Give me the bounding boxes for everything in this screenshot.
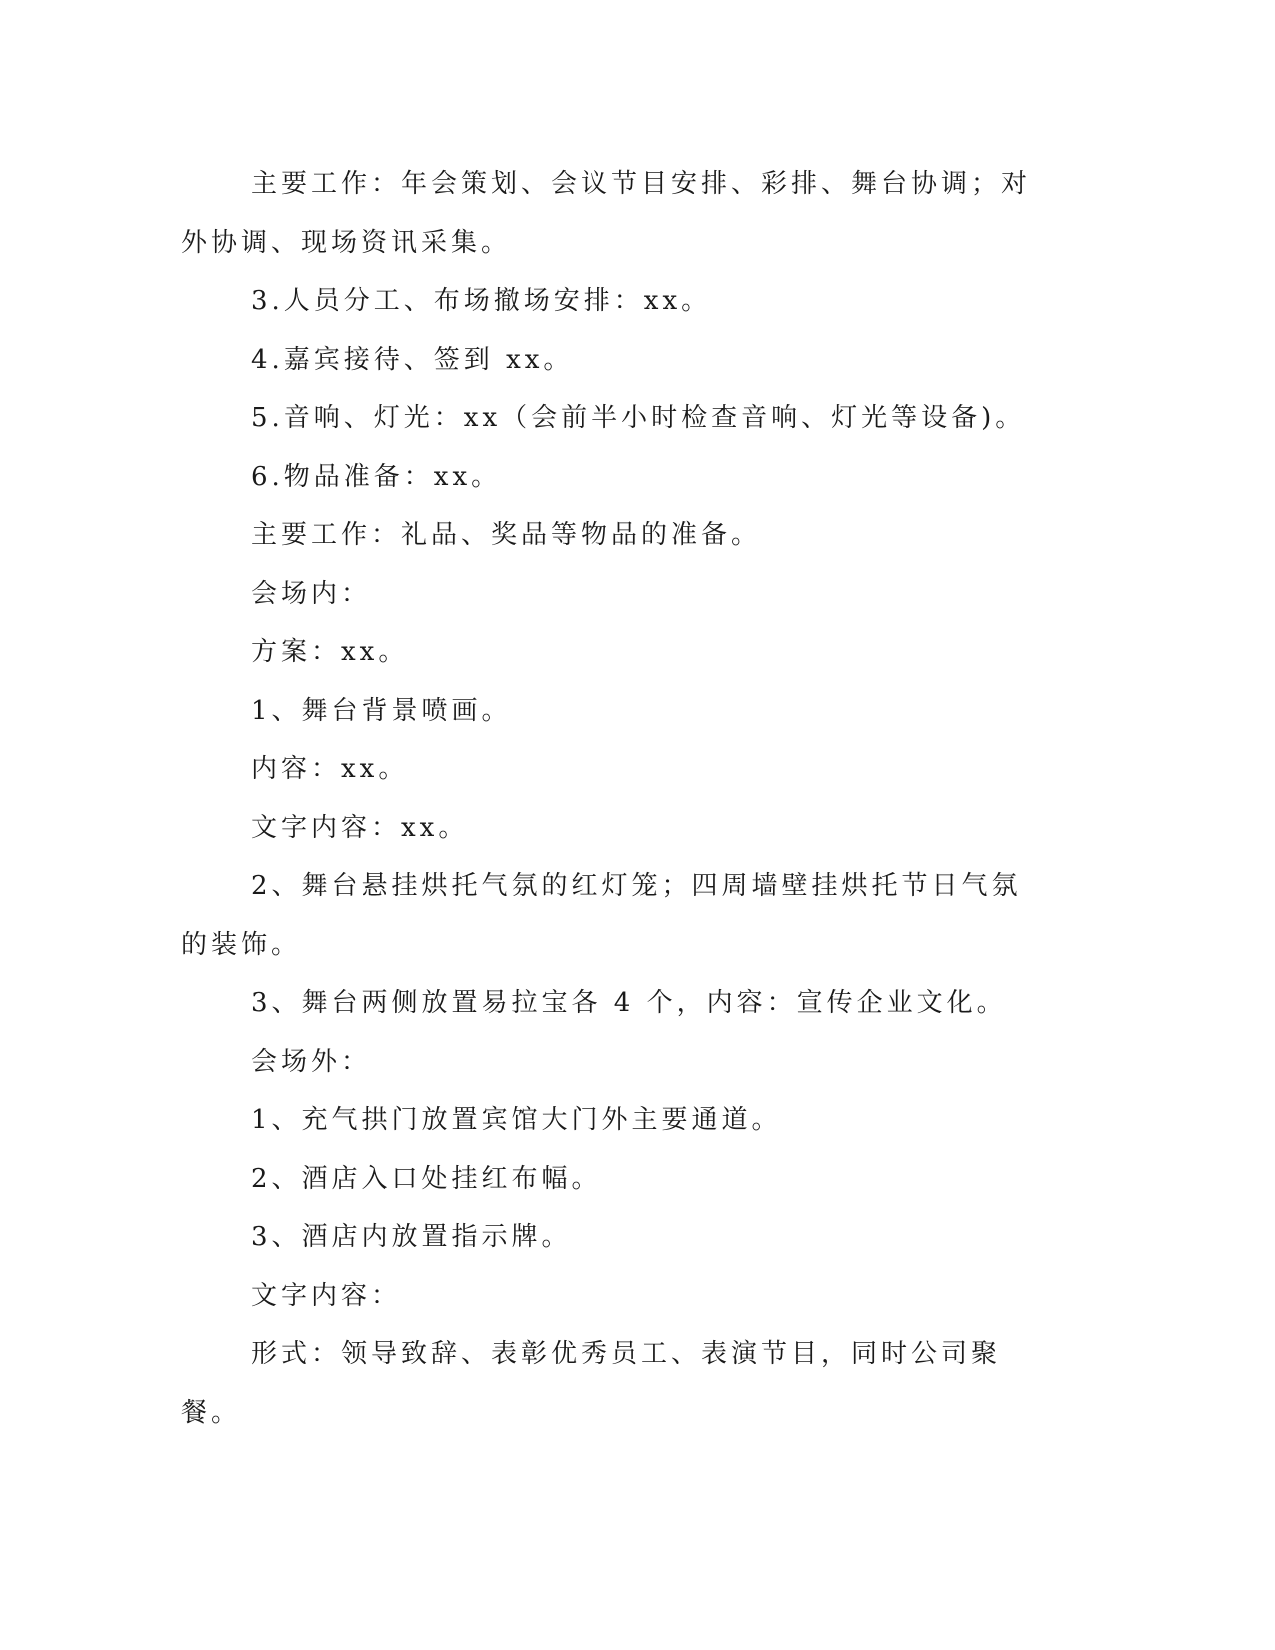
paragraph-stage-backdrop: 1、舞台背景喷画。 xyxy=(251,695,512,726)
paragraph-lanterns: 2、舞台悬挂烘托气氛的红灯笼；四周墙壁挂烘托节日气氛的装饰。 xyxy=(181,871,1022,960)
paragraph-main-work-planning: 主要工作：年会策划、会议节目安排、彩排、舞台协调；对外协调、现场资讯采集。 xyxy=(181,169,1032,258)
paragraph-staff-assignment: 3.人员分工、布场撤场安排：xx。 xyxy=(251,286,712,316)
paragraph-text-content-2: 文字内容： xyxy=(251,1280,402,1311)
paragraph-text-content: 文字内容：xx。 xyxy=(251,812,469,843)
paragraph-venue-inside: 会场内： xyxy=(251,578,372,609)
paragraph-signage: 3、酒店内放置指示牌。 xyxy=(251,1222,572,1252)
paragraph-content: 内容：xx。 xyxy=(251,754,409,784)
paragraph-red-banner: 2、酒店入口处挂红布幅。 xyxy=(251,1163,602,1194)
paragraph-sound-lighting: 5.音响、灯光：xx（会前半小时检查音响、灯光等设备)。 xyxy=(251,403,1026,433)
paragraph-roll-up-banners: 3、舞台两侧放置易拉宝各 4 个，内容：宣传企业文化。 xyxy=(251,988,1007,1018)
document-body xyxy=(181,155,1046,1442)
paragraph-venue-outside: 会场外： xyxy=(251,1046,372,1077)
paragraph-main-work-gifts: 主要工作：礼品、奖品等物品的准备。 xyxy=(251,520,762,550)
paragraph-plan: 方案：xx。 xyxy=(251,637,409,667)
paragraph-guest-reception: 4.嘉宾接待、签到 xx。 xyxy=(251,344,574,375)
paragraph-supplies: 6.物品准备：xx。 xyxy=(251,461,502,492)
paragraph-inflatable-arch: 1、充气拱门放置宾馆大门外主要通道。 xyxy=(251,1105,782,1135)
paragraph-format: 形式：领导致辞、表彰优秀员工、表演节目，同时公司聚餐。 xyxy=(181,1339,1002,1428)
